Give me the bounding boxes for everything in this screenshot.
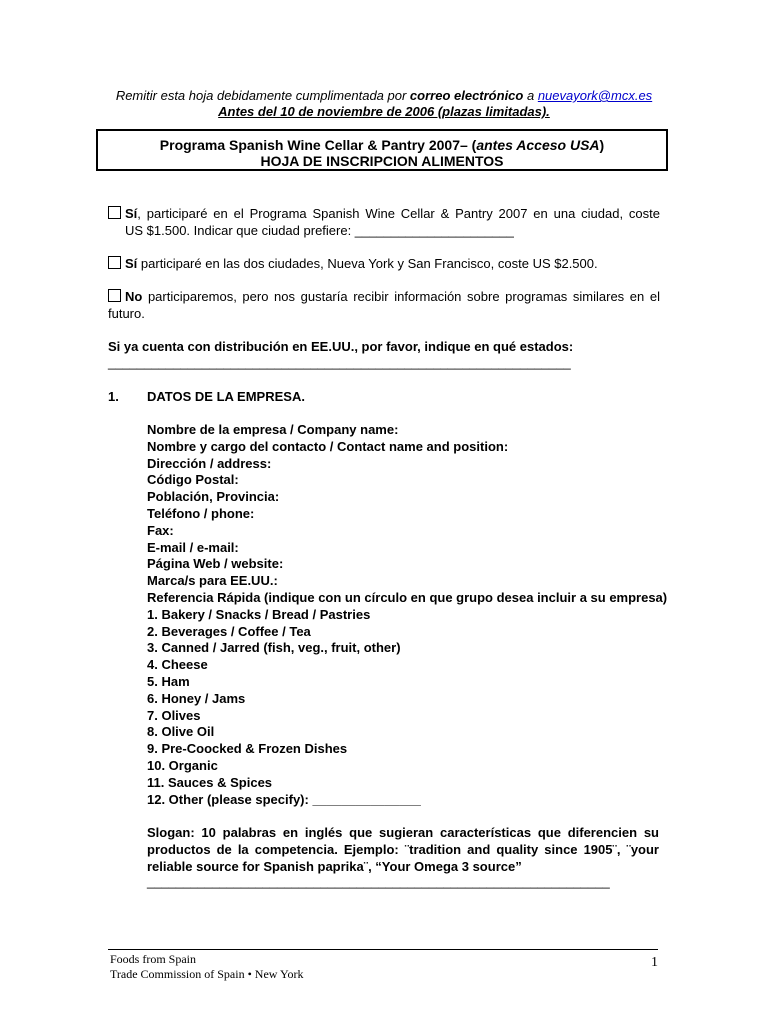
option-two: [108, 255, 660, 272]
section-number: 1.: [108, 389, 119, 404]
field-email: E-mail / e-mail:: [147, 539, 239, 555]
option-three-text: participaremos, pero nos gustaría recibir información sobre programas similares en el: [142, 289, 660, 304]
title-italic: antes Acceso USA: [476, 137, 600, 153]
intro-bold: correo electrónico: [409, 88, 524, 103]
category-item[interactable]: 12. Other (please specify): _______________: [147, 791, 421, 807]
intro-mid: a: [523, 88, 538, 103]
field-company-name: Nombre de la empresa / Company name:: [147, 422, 399, 437]
category-item[interactable]: 1. Bakery / Snacks / Bread / Pastries: [147, 606, 371, 622]
category-item[interactable]: 2. Beverages / Coffee / Tea: [147, 623, 311, 639]
field-address: Dirección / address:: [147, 455, 272, 471]
field-fax: Fax:: [147, 522, 174, 538]
distribution-question: Si ya cuenta con distribución en EE.UU., por favor, indique en qué estados:: [108, 339, 574, 354]
option-two-bold: Sí: [125, 256, 138, 271]
option-one-text: , participaré en el Programa Spanish Wine Cellar & Pantry 2007 en una ciudad, coste: [137, 206, 660, 221]
title-line-2: HOJA DE INSCRIPCION ALIMENTOS: [260, 153, 504, 169]
category-item[interactable]: 11. Sauces & Spices: [147, 774, 273, 790]
title-pre: Programa Spanish Wine Cellar & Pantry 2007– (: [159, 137, 477, 153]
footer-rule: [108, 949, 658, 950]
field-website: Página Web / website:: [147, 556, 284, 572]
field-contact: Nombre y cargo del contacto / Contact name and position:: [147, 438, 509, 454]
field-postal-code: Código Postal:: [147, 472, 239, 488]
email-link[interactable]: nuevayork@mcx.es: [537, 88, 653, 103]
title-box: [96, 129, 668, 171]
field-phone: Teléfono / phone:: [147, 505, 255, 521]
field-brands: Marca/s para EE.UU.:: [147, 573, 278, 589]
option-one-bold: Sí: [125, 206, 138, 221]
title-line-1: [98, 137, 666, 153]
option-three-bold: No: [125, 289, 143, 304]
footer-org: Trade Commission of Spain: [110, 967, 248, 981]
distribution-blank[interactable]: ________________________________________________________________: [108, 355, 571, 370]
field-city-province: Población, Provincia:: [147, 489, 280, 505]
category-item[interactable]: 4. Cheese: [147, 657, 208, 673]
category-item[interactable]: 7. Olives: [147, 707, 201, 723]
checkbox-two-cities[interactable]: [108, 256, 121, 269]
option-one-text-2: US $1.500. Indicar que ciudad prefiere: ______________________: [125, 223, 514, 238]
title-post: ): [599, 137, 605, 153]
checkbox-one-city[interactable]: [108, 206, 121, 219]
footer-line-1: Foods from Spain: [110, 952, 197, 966]
bullet-icon: •: [247, 967, 252, 981]
field-quick-reference: Referencia Rápida (indique con un círculo en que grupo desea incluir a su empresa): [147, 589, 668, 605]
category-item[interactable]: 9. Pre-Coocked & Frozen Dishes: [147, 741, 348, 757]
footer-line-2: [110, 967, 303, 982]
slogan-text: Slogan: 10 palabras en inglés que sugieran características que diferencien su productos de la competencia. Ejemplo: ¨tradition and quality since 1905¨, ¨your reliable source for Spanish paprika¨, “Your Omega 3 source”: [147, 825, 659, 874]
category-item[interactable]: 6. Honey / Jams: [147, 690, 246, 706]
page-number: 1: [651, 955, 658, 970]
option-two-text: participaré en las dos ciudades, Nueva York y San Francisco, coste US $2.500.: [137, 256, 598, 271]
option-one: [108, 205, 660, 239]
option-three-text-2: futuro.: [108, 306, 145, 321]
category-item[interactable]: 10. Organic: [147, 757, 218, 773]
category-item[interactable]: 5. Ham: [147, 673, 190, 689]
intro-text: Remitir esta hoja debidamente cumplimentada por: [115, 88, 410, 103]
category-item[interactable]: 3. Canned / Jarred (fish, veg., fruit, other): [147, 640, 401, 656]
footer-city: New York: [251, 967, 304, 981]
checkbox-no-participation[interactable]: [108, 289, 121, 302]
slogan-blank[interactable]: ________________________________________________________________: [147, 874, 610, 889]
company-fields: [147, 422, 667, 808]
category-item[interactable]: 8. Olive Oil: [147, 724, 215, 740]
deadline: Antes del 10 de noviembre de 2006 (plazas limitadas).: [218, 104, 550, 119]
intro-line: [108, 88, 660, 104]
option-three: [108, 288, 660, 322]
section-heading: DATOS DE LA EMPRESA.: [147, 389, 305, 404]
